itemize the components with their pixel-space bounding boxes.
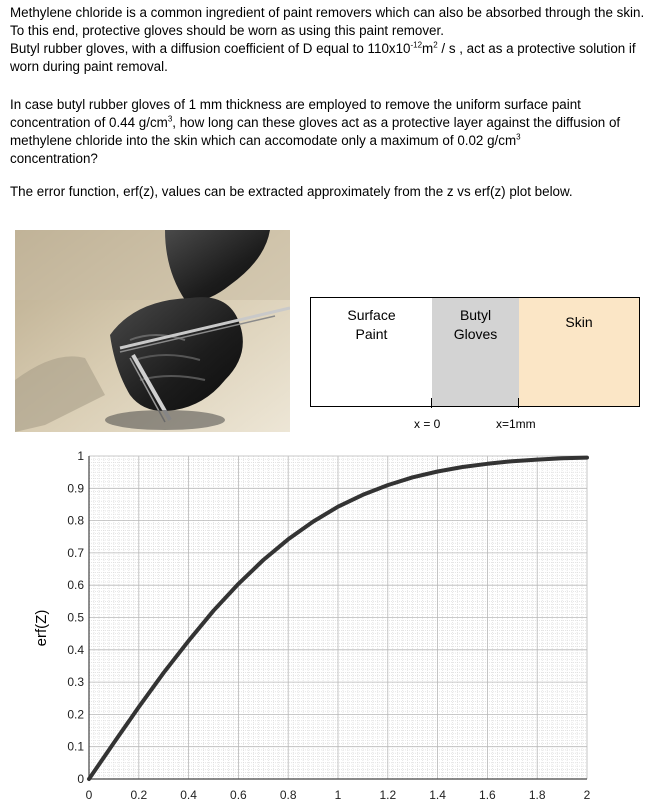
chart-tick-labels: [67, 449, 590, 802]
x-tick-label: 1.4: [429, 788, 446, 802]
unit-m: m: [422, 41, 434, 56]
x-tick-label: 2: [583, 788, 591, 802]
x-tick-label: 1.2: [379, 788, 397, 802]
x-tick-label: 0.2: [130, 788, 148, 802]
gloved-hand-scraping-paint-photo: [15, 230, 290, 432]
question-text-c: concentration?: [10, 151, 98, 166]
question-text-a: In case butyl rubber gloves of 1 mm thickness are employed to remove the uniform surface paint concentration of 0.44 g/cm: [10, 97, 581, 130]
y-tick-label: 1: [77, 449, 84, 463]
y-tick-label: 0.3: [67, 675, 84, 690]
erf-note: The error function, erf(z), values can be extracted approximately from the z vs erf(z) plot below.: [10, 184, 573, 199]
diffusion-layer-diagram: [310, 297, 640, 407]
chart-grid: [89, 456, 587, 779]
paint-label-2: Paint: [355, 326, 388, 342]
gloves-label-2: Gloves: [453, 326, 498, 342]
y-tick-label: 0.5: [67, 610, 84, 625]
x-tick-label: 0.4: [180, 788, 197, 802]
paint-label-1: Surface: [347, 307, 396, 323]
y-tick-label: 0.9: [67, 481, 84, 496]
x1-label: x=1mm: [496, 417, 536, 431]
exponent-cube-1: 3: [167, 114, 173, 124]
skin-label: Skin: [565, 314, 593, 330]
intro-text: Methylene chloride is a common ingredient of paint removers which can also be absorbed through the skin. To this end, protective gloves should be worn as using this paint remover.: [10, 5, 645, 38]
y-tick-label: 0.6: [67, 578, 84, 593]
y-axis-label: erf(Z): [33, 609, 50, 647]
skin-layer: [519, 298, 639, 406]
surface-paint-layer: [311, 298, 432, 406]
butyl-gloves-layer: [432, 298, 519, 406]
y-tick-label: 0.4: [67, 642, 84, 657]
diffusion-text: Butyl rubber gloves, with a diffusion coefficient of D equal to 110x10: [10, 41, 411, 56]
x-tick-label: 0.8: [279, 788, 297, 802]
x-tick-label: 1.8: [528, 788, 546, 802]
x-tick-label: 0.6: [230, 788, 247, 802]
exponent-square: 2: [433, 40, 438, 50]
gloves-label-1: Butyl: [459, 307, 492, 323]
intro-paragraph: [10, 4, 650, 76]
x0-label: x = 0: [414, 417, 441, 431]
x1-tick: [518, 398, 519, 408]
y-tick-label: 0.7: [67, 545, 84, 560]
exponent-cube-2: 3: [516, 132, 521, 142]
y-tick-label: 0.1: [67, 739, 84, 754]
x-tick-label: 1.6: [479, 788, 496, 802]
y-tick-label: 0: [77, 772, 84, 786]
erf-chart: [0, 440, 655, 811]
diffusion-text-end: / s , act as a protective solution if worn during paint removal.: [10, 41, 636, 74]
exponent: -12: [410, 40, 423, 50]
y-tick-label: 0.2: [67, 707, 84, 722]
x-tick-label: 1: [334, 788, 342, 802]
y-tick-label: 0.8: [67, 513, 84, 528]
x-tick-label: 0: [85, 788, 93, 802]
x0-tick: [431, 398, 432, 408]
question-text-b: , how long can these gloves act as a protective layer against the diffusion of methylene chloride into the skin which can accomodate only a maximum of 0.02 g/cm: [10, 115, 621, 148]
question-paragraph: [10, 96, 650, 168]
